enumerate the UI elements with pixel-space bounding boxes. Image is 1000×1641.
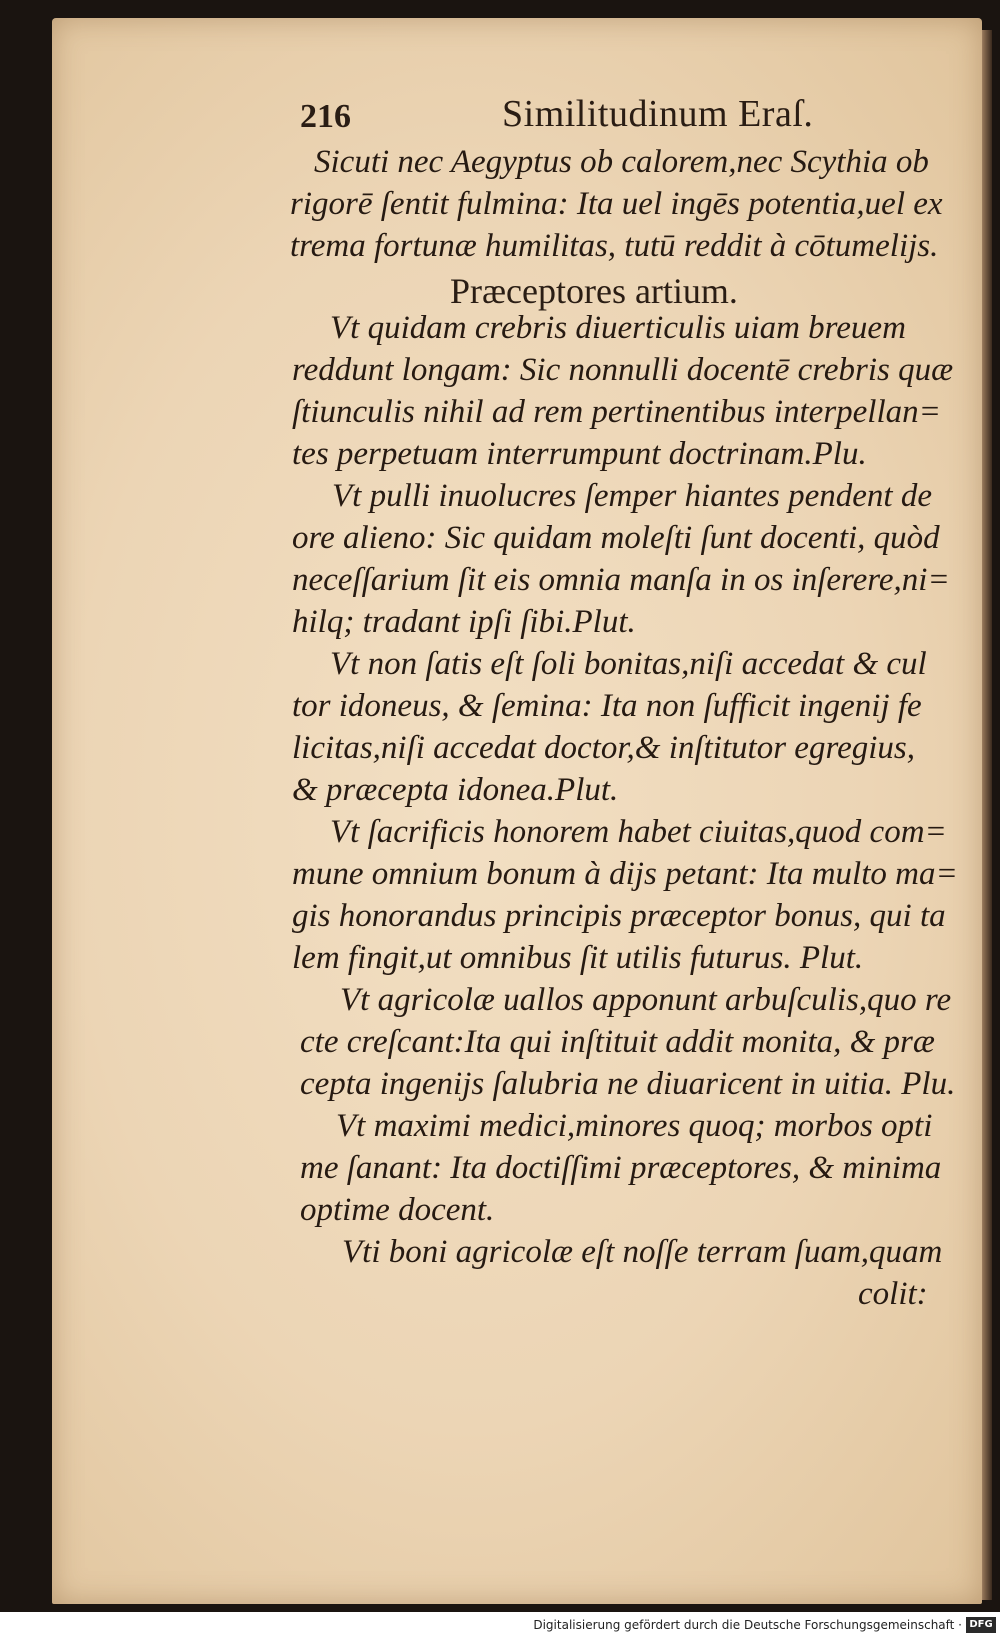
text-line: tor idoneus, & ſemina: Ita non ſufficit ingenij fe	[292, 688, 922, 724]
text-line: lem fingit,ut omnibus ſit utilis futurus. Plut.	[292, 940, 864, 976]
text-line: & præcepta idonea.Plut.	[292, 772, 619, 808]
text-line: licitas,niſi accedat doctor,& inſtitutor egregius,	[292, 730, 915, 766]
text-line: neceſſarium ſit eis omnia manſa in os inſerere,ni=	[292, 562, 950, 598]
text-line: ore alieno: Sic quidam moleſti ſunt docenti, quòd	[292, 520, 940, 556]
text-line: tes perpetuam interrumpunt doctrinam.Plu.	[292, 436, 867, 472]
text-line: Sicuti nec Aegyptus ob calorem,nec Scythia ob	[314, 144, 929, 180]
text-line: Vti boni agricolæ eſt noſſe terram ſuam,quam	[342, 1234, 943, 1270]
page-number: 216	[300, 98, 351, 135]
page-header	[300, 92, 960, 138]
text-line: me ſanant: Ita doctiſſimi præceptores, & minima	[300, 1150, 942, 1186]
running-title: Similitudinum Eraſ.	[502, 93, 814, 135]
text-line: Vt agricolæ uallos apponunt arbuſculis,quo re	[340, 982, 952, 1018]
text-line: cepta ingenijs ſalubria ne diuaricent in uitia. Plu.	[300, 1066, 956, 1102]
digitization-footer	[0, 1612, 1000, 1641]
section-heading: Præceptores artium.	[450, 271, 738, 311]
text-line: trema fortunæ humilitas, tutū reddit à cōtumelijs.	[290, 228, 939, 264]
text-line: Vt maximi medici,minores quoq; morbos opti	[336, 1108, 933, 1144]
text-line: colit:	[858, 1276, 928, 1312]
text-line: ſtiunculis nihil ad rem pertinentibus interpellan=	[292, 394, 941, 430]
text-line: optime docent.	[300, 1192, 495, 1228]
funding-credit: Digitalisierung gefördert durch die Deutsche Forschungsgemeinschaft ·	[533, 1618, 962, 1632]
text-line: Vt non ſatis eſt ſoli bonitas,niſi accedat & cul	[330, 646, 927, 682]
text-line: mune omnium bonum à dijs petant: Ita multo ma=	[292, 856, 958, 892]
text-line: gis honorandus principis præceptor bonus, qui ta	[292, 898, 946, 934]
text-line: Vt pulli inuolucres ſemper hiantes pendent de	[332, 478, 932, 514]
text-line: Vt ſacrificis honorem habet ciuitas,quod com=	[330, 814, 947, 850]
text-line: hilq; tradant ipſi ſibi.Plut.	[292, 604, 636, 640]
text-line: Vt quidam crebris diuerticulis uiam breuem	[330, 310, 906, 346]
text-line: rigorē ſentit fulmina: Ita uel ingēs potentia,uel ex	[290, 186, 943, 222]
text-line: cte creſcant:Ita qui inſtituit addit monita, & præ	[300, 1024, 935, 1060]
text-line: reddunt longam: Sic nonnulli docentē crebris quæ	[292, 352, 954, 388]
dfg-logo: DFG	[966, 1617, 996, 1633]
